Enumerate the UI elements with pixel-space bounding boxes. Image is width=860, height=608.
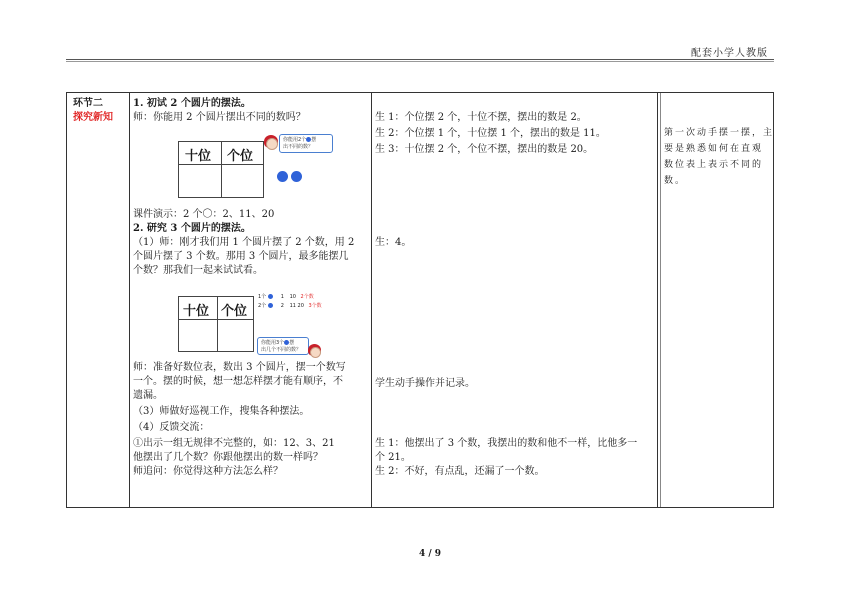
blue-disc [291, 171, 302, 182]
student-answer: 生 1：他摆出了 3 个数，我摆出的数和他不一样，比他多一 [375, 438, 638, 449]
ones-label: 个位 [227, 149, 254, 164]
slide-row: 2个 2 11 20 3个数 [258, 303, 322, 309]
teacher-para: 个数？那我们一起来试试看。 [133, 265, 263, 276]
teacher-para: 师：准备好数位表，数出 3 个圆片，摆一个数写 [133, 362, 346, 373]
student-answer: 生 2：不好，有点乱，还漏了一个数。 [375, 466, 545, 477]
bubble-text: 出几个不同的数？ [261, 347, 302, 353]
header-rule [66, 59, 774, 60]
courseware-demo: 课件演示：2 个〇：2、11、20 [133, 209, 275, 220]
tens-label: 十位 [183, 304, 210, 319]
student-answer: 生 1：个位摆 2 个，十位不摆，摆出的数是 2。 [375, 112, 587, 123]
speech-bubble [257, 337, 309, 355]
column-divider [371, 93, 372, 507]
teacher-para: ①出示一组无规律不完整的，如：12、3、21 [133, 438, 335, 449]
page-number: 4 / 9 [418, 549, 442, 559]
bubble-text: 出不同的数？ [283, 144, 314, 150]
place-value-chart [178, 296, 254, 352]
teacher-para: 个圆片摆了 3 个数。那用 3 个圆片，最多能摆几 [133, 251, 349, 262]
lesson-table [66, 92, 774, 508]
student-answer: 学生动手操作并记录。 [375, 378, 475, 389]
student-answer: 生 3：十位摆 2 个，个位不摆，摆出的数是 20。 [375, 144, 594, 155]
teacher-para: 他摆出了几个数？你跟他摆出的数一样吗？ [133, 452, 323, 463]
teacher-question-1: 师：你能用 2 个圆片摆出不同的数吗？ [133, 112, 306, 123]
design-intent: 第一次动手摆一摆，主 [664, 128, 775, 138]
bubble-text: 你能用2个 [283, 137, 307, 143]
activity-title-2: 2. 研究 3 个圆片的摆法。 [133, 223, 251, 234]
place-value-chart [178, 141, 264, 198]
slide-row: 1个 1 10 2个数 [258, 294, 314, 300]
section-name: 探究新知 [73, 112, 113, 123]
student-answer: 生：4。 [375, 237, 412, 248]
bubble-text-suffix: 摆 [289, 340, 295, 346]
girl-face [266, 138, 278, 150]
student-answer: 个 21。 [375, 452, 411, 463]
girl-face [310, 347, 321, 358]
teacher-para: （3）师做好巡视工作，搜集各种摆法。 [133, 406, 310, 417]
design-intent: 数。 [664, 176, 687, 186]
design-intent: 要是熟悉如何在直观 [664, 144, 764, 154]
column-divider [129, 93, 130, 507]
design-intent: 数位表上表示不同的 [664, 160, 764, 170]
column-divider [657, 93, 658, 507]
teacher-para: 遗漏。 [133, 390, 163, 401]
teacher-para: （1）师：刚才我们用 1 个圆片摆了 2 个数，用 2 [133, 237, 355, 248]
section-label: 环节二 [73, 98, 103, 109]
activity-title-1: 1. 初试 2 个圆片的摆法。 [133, 98, 251, 109]
teacher-para: 师追问：你觉得这种方法怎么样？ [133, 466, 283, 477]
tens-label: 十位 [185, 149, 212, 164]
page-header-text: 配套小学人教版 [691, 48, 768, 59]
speech-bubble [279, 134, 333, 153]
blue-disc [277, 171, 288, 182]
bubble-text-suffix: 摆 [311, 137, 317, 143]
ones-label: 个位 [221, 304, 248, 319]
teacher-para: 一个。摆的时候，想一想怎样摆才能有顺序，不 [133, 376, 343, 387]
header-rule-thin [66, 61, 774, 62]
teacher-para: （4）反馈交流： [133, 422, 210, 433]
column-divider [660, 93, 661, 507]
bubble-text: 你能用3个 [261, 340, 285, 346]
student-answer: 生 2：个位摆 1 个，十位摆 1 个，摆出的数是 11。 [375, 128, 606, 139]
